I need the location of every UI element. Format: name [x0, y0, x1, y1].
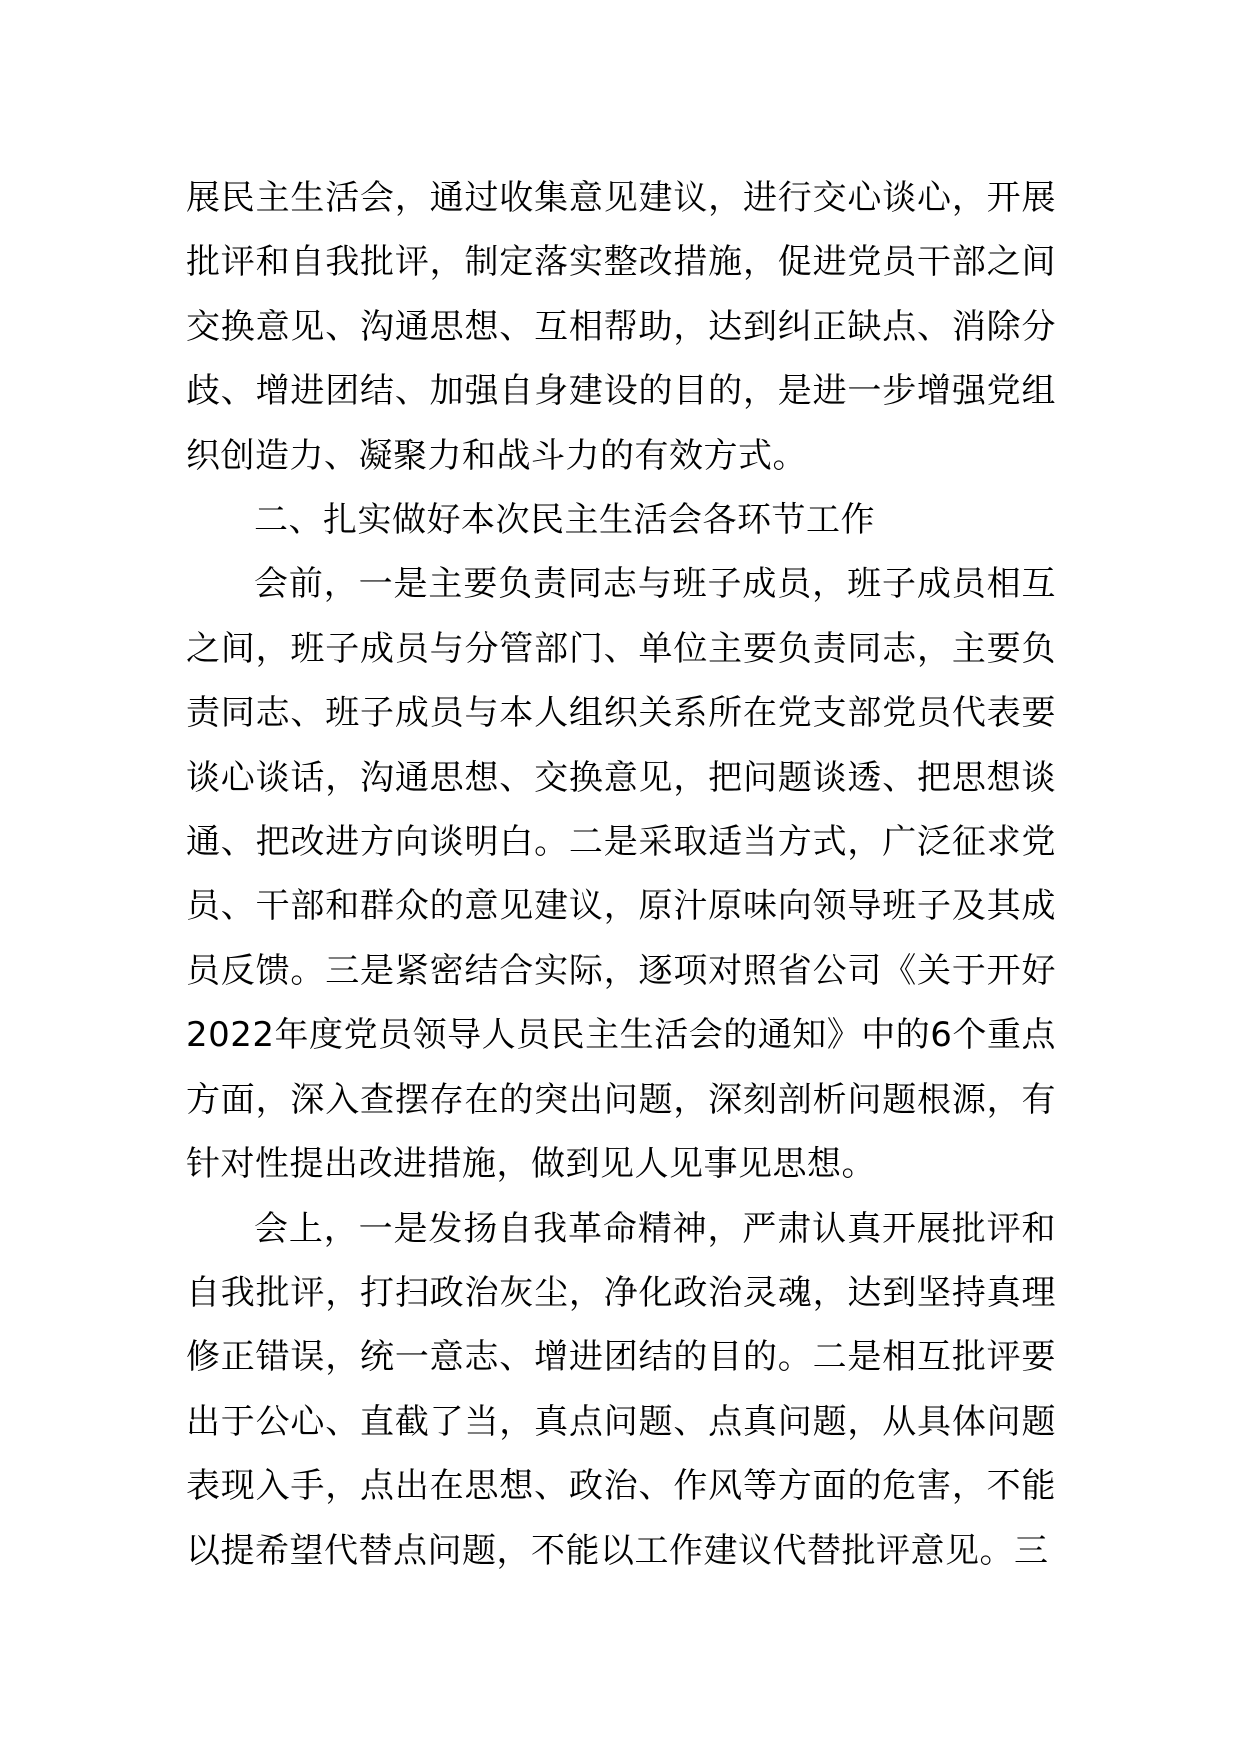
paragraph-before-meeting: 会前，一是主要负责同志与班子成员，班子成员相互之间，班子成员与分管部门、单位主要负责同志，主要负责同志、班子成员与本人组织关系所在党支部党员代表要谈心谈话，沟通思想、交换意见，把问题谈透、把思想谈通、把改进方向谈明白。二是采取适当方式，广泛征求党员、干部和群众的意见建议，原汁原味向领导班子及其成员反馈。三是紧密结合实际，逐项对照省公司《关于开好2022年度党员领导人员民主生活会的通知》中的6个重点方面，深入查摆存在的突出问题，深刻剖析问题根源，有针对性提出改进措施，做到见人见事见思想。 — [186, 564, 1056, 1185]
paragraph-continuation: 展民主生活会，通过收集意见建议，进行交心谈心，开展批评和自我批评，制定落实整改措施，促进党员干部之间交换意见、沟通思想、互相帮助，达到纠正缺点、消除分歧、增进团结、加强自身建设的目的，是进一步增强党组织创造力、凝聚力和战斗力的有效方式。 — [186, 178, 1056, 476]
paragraph-during-meeting: 会上，一是发扬自我革命精神，严肃认真开展批评和自我批评，打扫政治灰尘，净化政治灵魂，达到坚持真理修正错误，统一意志、增进团结的目的。二是相互批评要出于公心、直截了当，真点问题、点真问题，从具体问题表现入手，点出在思想、政治、作风等方面的危害，不能以提希望代替点问题，不能以工作建议代替批评意见。三 — [186, 1208, 1056, 1571]
section-heading: 二、扎实做好本次民主生活会各环节工作 — [254, 500, 875, 541]
document-page — [186, 166, 1056, 1583]
